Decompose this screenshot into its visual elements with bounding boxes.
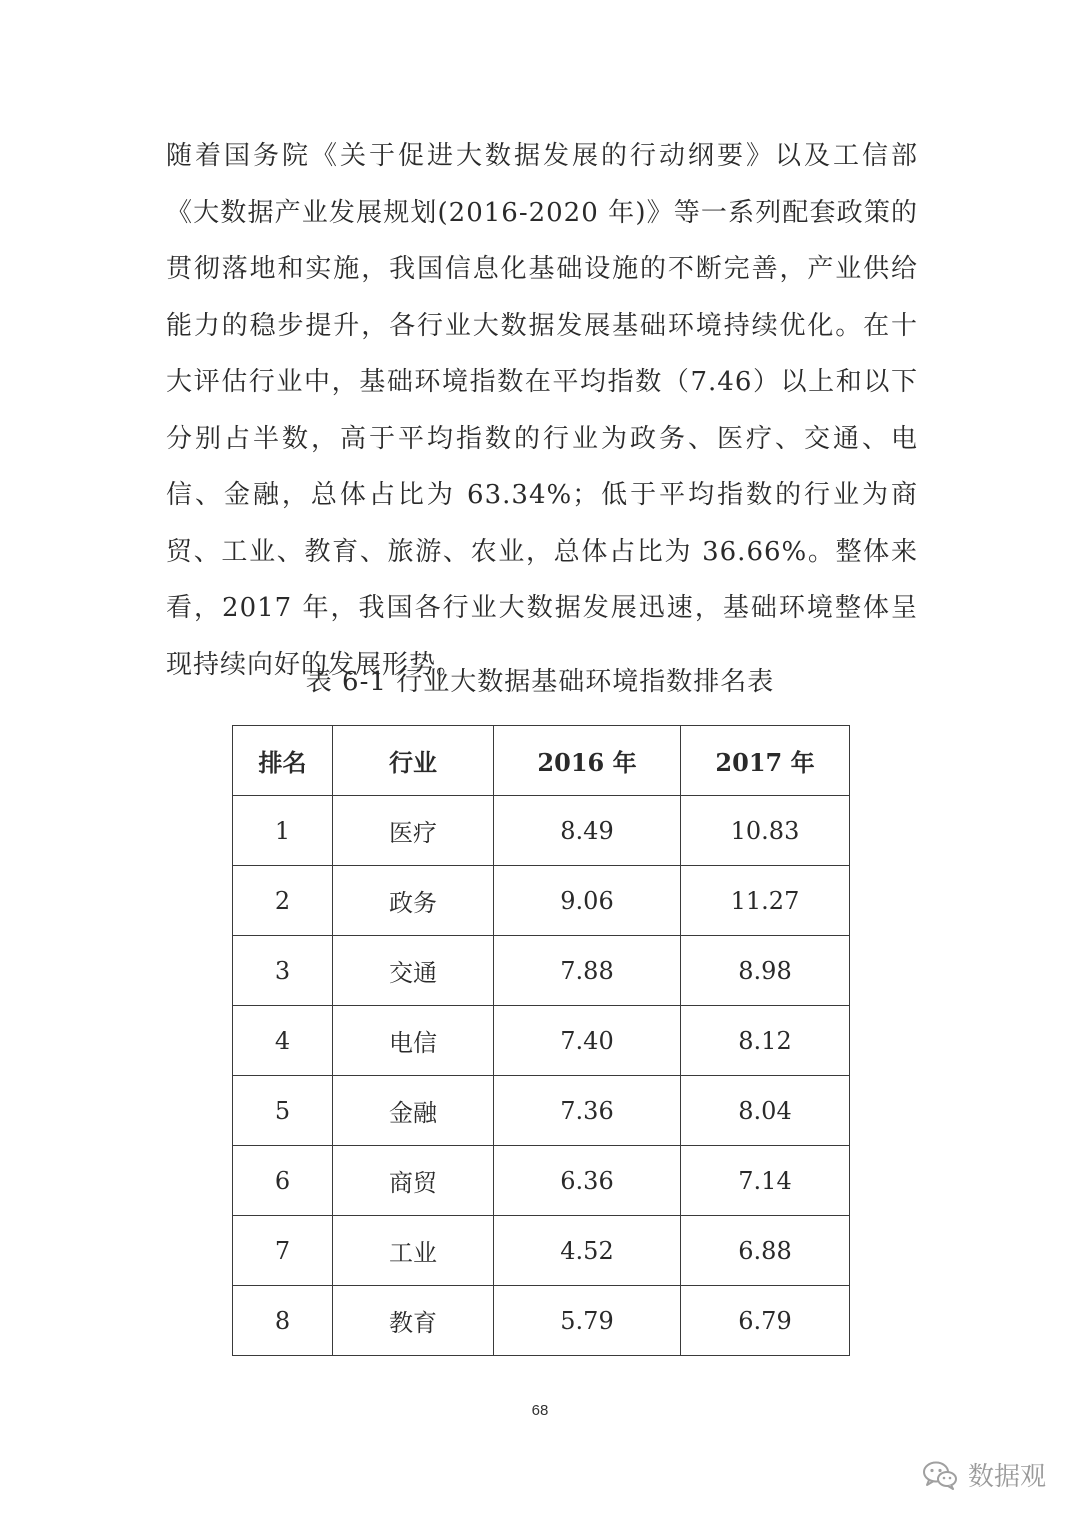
cell-2016: 7.40: [494, 1006, 681, 1076]
table-row: [233, 1076, 850, 1146]
table-row: [233, 1146, 850, 1216]
cell-industry: 商贸: [333, 1146, 494, 1216]
cell-2017: 11.27: [681, 866, 850, 936]
cell-industry: 交通: [333, 936, 494, 1006]
cell-industry: 工业: [333, 1216, 494, 1286]
wechat-icon: [922, 1460, 958, 1490]
table-row: [233, 936, 850, 1006]
table-row: [233, 1286, 850, 1356]
header-industry: 行业: [333, 726, 494, 796]
cell-2016: 4.52: [494, 1216, 681, 1286]
table-row: [233, 866, 850, 936]
cell-2017: 6.88: [681, 1216, 850, 1286]
cell-2016: 7.36: [494, 1076, 681, 1146]
page-number: 68: [531, 1402, 549, 1419]
header-rank: 排名: [233, 726, 333, 796]
watermark: [922, 1456, 1046, 1493]
table-row: [233, 1006, 850, 1076]
body-paragraph: 随着国务院《关于促进大数据发展的行动纲要》以及工信部《大数据产业发展规划(2016-2020 年)》等一系列配套政策的贯彻落地和实施，我国信息化基础设施的不断完善，产业供给能力的稳步提升，各行业大数据发展基础环境持续优化。在十大评估行业中，基础环境指数在平均指数（7.46）以上和以下分别占半数，高于平均指数的行业为政务、医疗、交通、电信、金融，总体占比为 63.34%；低于平均指数的行业为商贸、工业、教育、旅游、农业，总体占比为 36.66%。整体来看，2017 年，我国各行业大数据发展迅速，基础环境整体呈现持续向好的发展形势。: [166, 141, 918, 680]
table-header-row: [233, 726, 850, 796]
table-row: [233, 1216, 850, 1286]
cell-industry: 医疗: [333, 796, 494, 866]
cell-industry: 政务: [333, 866, 494, 936]
cell-rank: 6: [233, 1146, 333, 1216]
cell-rank: 7: [233, 1216, 333, 1286]
cell-rank: 3: [233, 936, 333, 1006]
cell-rank: 5: [233, 1076, 333, 1146]
cell-2016: 5.79: [494, 1286, 681, 1356]
cell-rank: 2: [233, 866, 333, 936]
cell-2017: 8.04: [681, 1076, 850, 1146]
cell-2016: 8.49: [494, 796, 681, 866]
table-caption: 表 6-1 行业大数据基础环境指数排名表: [305, 667, 775, 697]
ranking-table: [232, 725, 850, 1356]
cell-rank: 4: [233, 1006, 333, 1076]
watermark-text: 数据观: [967, 1462, 1046, 1492]
cell-2016: 7.88: [494, 936, 681, 1006]
cell-rank: 8: [233, 1286, 333, 1356]
cell-2017: 6.79: [681, 1286, 850, 1356]
cell-industry: 电信: [333, 1006, 494, 1076]
cell-2017: 7.14: [681, 1146, 850, 1216]
cell-2016: 9.06: [494, 866, 681, 936]
cell-industry: 教育: [333, 1286, 494, 1356]
header-2017: 2017 年: [681, 726, 850, 796]
header-2016: 2016 年: [494, 726, 681, 796]
cell-2016: 6.36: [494, 1146, 681, 1216]
cell-industry: 金融: [333, 1076, 494, 1146]
cell-2017: 10.83: [681, 796, 850, 866]
cell-2017: 8.12: [681, 1006, 850, 1076]
cell-rank: 1: [233, 796, 333, 866]
cell-2017: 8.98: [681, 936, 850, 1006]
table-row: [233, 796, 850, 866]
